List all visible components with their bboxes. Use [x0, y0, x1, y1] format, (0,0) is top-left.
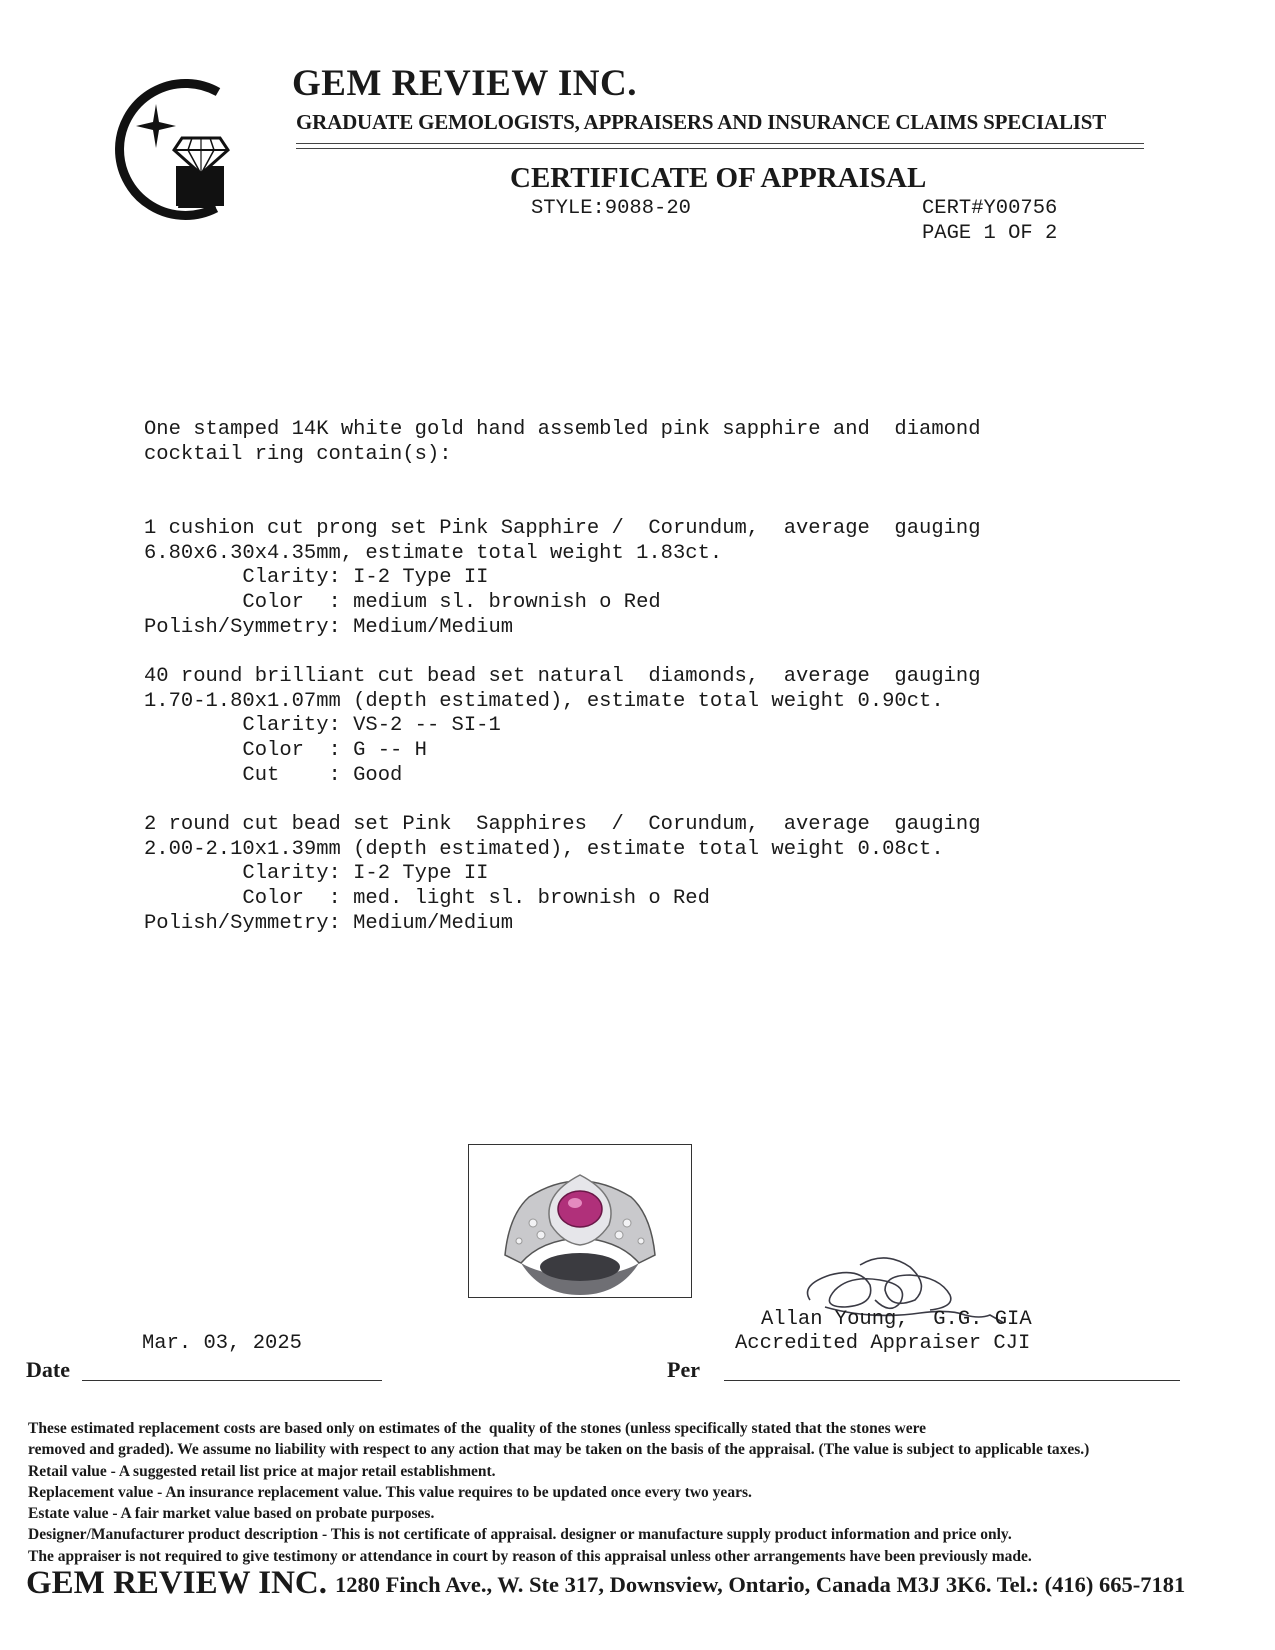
- stone-line: Color : G -- H: [144, 739, 427, 763]
- footer-company: GEM REVIEW INC.: [26, 1565, 328, 1601]
- per-label: Per: [667, 1357, 700, 1382]
- header-rule: [296, 148, 1144, 149]
- document-title: CERTIFICATE OF APPRAISAL: [510, 162, 927, 194]
- stone-line: Clarity: I-2 Type II: [144, 566, 489, 590]
- page-number: PAGE 1 OF 2: [922, 222, 1058, 245]
- per-line: [724, 1380, 1180, 1381]
- disclaimer-line: Retail value - A suggested retail list price at major retail establishment.: [28, 1462, 496, 1480]
- stone-line: Polish/Symmetry: Medium/Medium: [144, 911, 514, 935]
- ring-photo: [468, 1144, 692, 1298]
- appraiser-name: Allan Young, G.G. GIA: [761, 1308, 1032, 1331]
- disclaimer-line: Replacement value - An insurance replacement value. This value requires to be updated once every two years.: [28, 1483, 752, 1501]
- appraiser-title: Accredited Appraiser CJI: [735, 1332, 1031, 1355]
- stone-line: Polish/Symmetry: Medium/Medium: [144, 615, 514, 639]
- stone-section: [144, 813, 981, 937]
- stone-line: 2 round cut bead set Pink Sapphires / Corundum, average gauging: [144, 813, 981, 836]
- description-line: One stamped 14K white gold hand assembled pink sapphire and diamond: [144, 418, 981, 441]
- disclaimer-line: The appraiser is not required to give testimony or attendance in court by reason of this appraisal unless other arrangements have been previously made.: [28, 1547, 1032, 1565]
- cert-number: CERT#Y00756: [922, 197, 1058, 220]
- stone-line: Color : med. light sl. brownish o Red: [144, 887, 710, 911]
- company-name: GEM REVIEW INC.: [292, 63, 637, 104]
- stone-line: 1 cushion cut prong set Pink Sapphire / Corundum, average gauging: [144, 517, 981, 540]
- footer-address: 1280 Finch Ave., W. Ste 317, Downsview, Ontario, Canada M3J 3K6. Tel.: (416) 665-7181: [335, 1572, 1186, 1597]
- appraisal-date: Mar. 03, 2025: [142, 1332, 302, 1355]
- disclaimer-line: removed and graded). We assume no liability with respect to any action that may be taken on the basis of the appraisal. (The value is subject to applicable taxes.): [28, 1441, 1090, 1459]
- stone-section: [144, 517, 981, 641]
- disclaimer-line: Designer/Manufacturer product description - This is not certificate of appraisal. designer or manufacture supply product information and price only.: [28, 1526, 1012, 1544]
- header-rule: [296, 143, 1144, 144]
- description-line: cocktail ring contain(s):: [144, 442, 452, 466]
- stone-line: 40 round brilliant cut bead set natural diamonds, average gauging: [144, 665, 981, 688]
- date-line: [82, 1380, 382, 1381]
- company-logo: [100, 70, 250, 220]
- disclaimer-line: These estimated replacement costs are based only on estimates of the quality of the stones (unless specifically stated that the stones were: [28, 1420, 927, 1437]
- date-label: Date: [26, 1357, 70, 1382]
- stone-line: Clarity: VS-2 -- SI-1: [144, 714, 501, 738]
- company-subtitle: GRADUATE GEMOLOGISTS, APPRAISERS AND INSURANCE CLAIMS SPECIALIST: [296, 110, 1107, 134]
- stone-section: [144, 665, 981, 789]
- disclaimer: [28, 1418, 1089, 1567]
- disclaimer-line: Estate value - A fair market value based on probate purposes.: [28, 1505, 435, 1523]
- gem-logo-icon: [100, 70, 250, 220]
- stone-line: 1.70-1.80x1.07mm (depth estimated), estimate total weight 0.90ct.: [144, 689, 944, 713]
- item-description: [144, 418, 981, 467]
- stone-line: Cut : Good: [144, 763, 403, 787]
- stone-line: 2.00-2.10x1.39mm (depth estimated), estimate total weight 0.08ct.: [144, 837, 944, 861]
- style-number: STYLE:9088-20: [531, 197, 691, 220]
- stone-line: 6.80x6.30x4.35mm, estimate total weight 1.83ct.: [144, 541, 723, 565]
- stone-line: Color : medium sl. brownish o Red: [144, 591, 661, 615]
- stone-line: Clarity: I-2 Type II: [144, 862, 489, 886]
